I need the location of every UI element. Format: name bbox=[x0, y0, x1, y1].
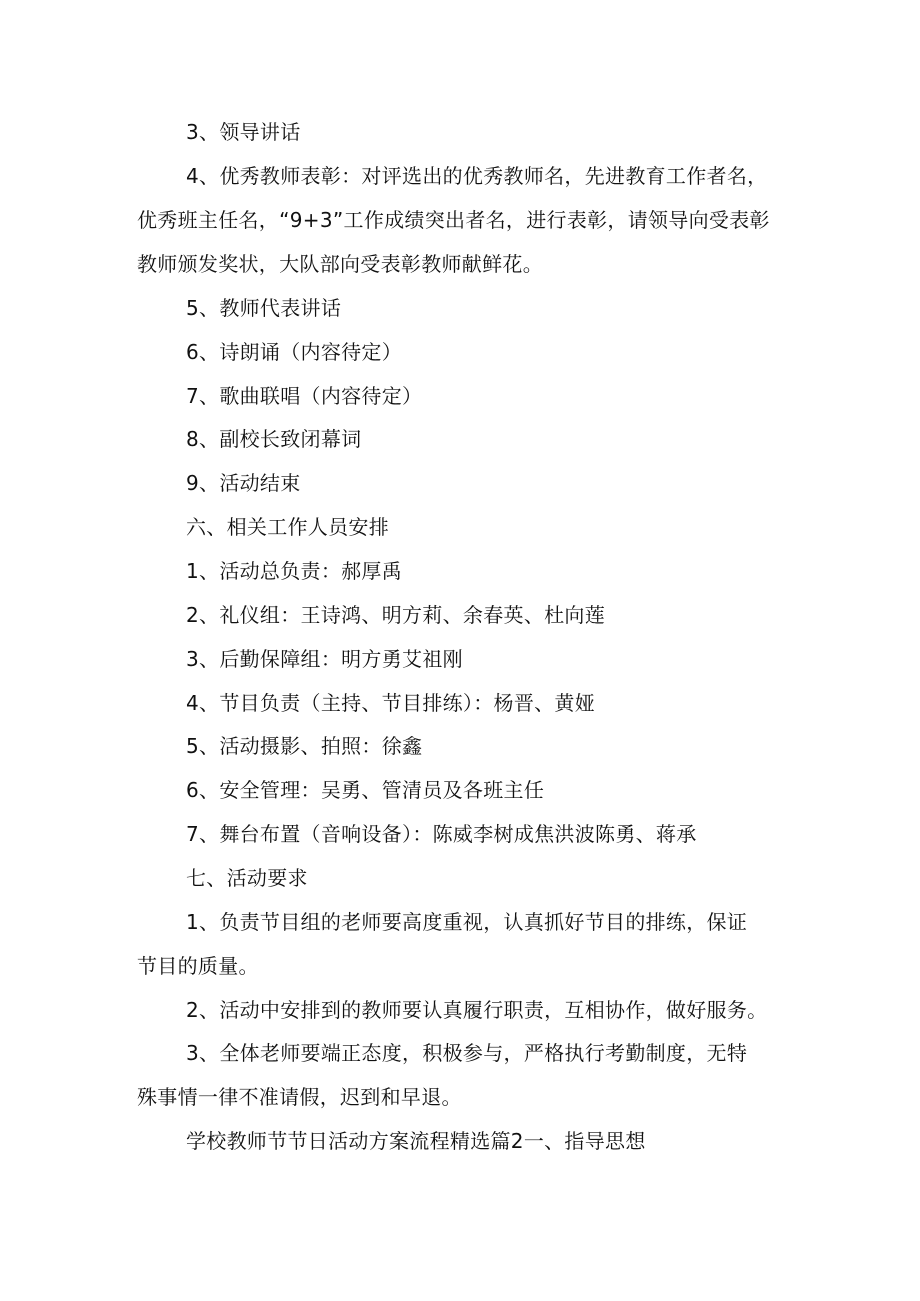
paragraph-line: 7、歌曲联唱（内容待定） bbox=[186, 384, 423, 408]
section-heading: 六、相关工作人员安排 bbox=[186, 515, 389, 539]
paragraph-line: 殊事情一律不准请假，迟到和早退。 bbox=[137, 1085, 462, 1109]
paragraph-line: 3、全体老师要端正态度，积极参与，严格执行考勤制度，无特 bbox=[186, 1041, 748, 1065]
paragraph-line: 1、负责节目组的老师要高度重视，认真抓好节目的排练，保证 bbox=[186, 910, 748, 934]
paragraph-line: 7、舞台布置（音响设备）：陈威李树成焦洪波陈勇、蒋承 bbox=[186, 822, 697, 846]
paragraph-line: 教师颁发奖状，大队部向受表彰教师献鲜花。 bbox=[137, 252, 543, 276]
paragraph-line: 5、教师代表讲话 bbox=[186, 296, 342, 320]
paragraph-line: 5、活动摄影、拍照：徐鑫 bbox=[186, 734, 423, 758]
paragraph-line: 8、副校长致闭幕词 bbox=[186, 427, 362, 451]
paragraph-line: 9、活动结束 bbox=[186, 471, 301, 495]
paragraph-line: 6、诗朗诵（内容待定） bbox=[186, 340, 403, 364]
paragraph-line: 4、优秀教师表彰：对评选出的优秀教师名，先进教育工作者名， bbox=[186, 164, 768, 188]
paragraph-line: 2、礼仪组：王诗鸿、明方莉、余春英、杜向莲 bbox=[186, 603, 606, 627]
paragraph-line: 4、节目负责（主持、节目排练）：杨晋、黄娅 bbox=[186, 691, 596, 715]
paragraph-line: 3、后勤保障组：明方勇艾祖刚 bbox=[186, 647, 463, 671]
section-heading: 七、活动要求 bbox=[186, 866, 308, 890]
paragraph-line: 1、活动总负责：郝厚禹 bbox=[186, 559, 403, 583]
paragraph-line: 6、安全管理：吴勇、管清员及各班主任 bbox=[186, 778, 545, 802]
paragraph-line: 2、活动中安排到的教师要认真履行职责，互相协作，做好服务。 bbox=[186, 998, 768, 1022]
paragraph-line: 3、领导讲话 bbox=[186, 120, 301, 144]
paragraph-line: 节目的质量。 bbox=[137, 954, 259, 978]
paragraph-line: 优秀班主任名，“9+3”工作成绩突出者名，进行表彰，请领导向受表彰 bbox=[137, 208, 770, 232]
section-heading: 学校教师节节日活动方案流程精选篇2一、指导思想 bbox=[186, 1129, 646, 1153]
